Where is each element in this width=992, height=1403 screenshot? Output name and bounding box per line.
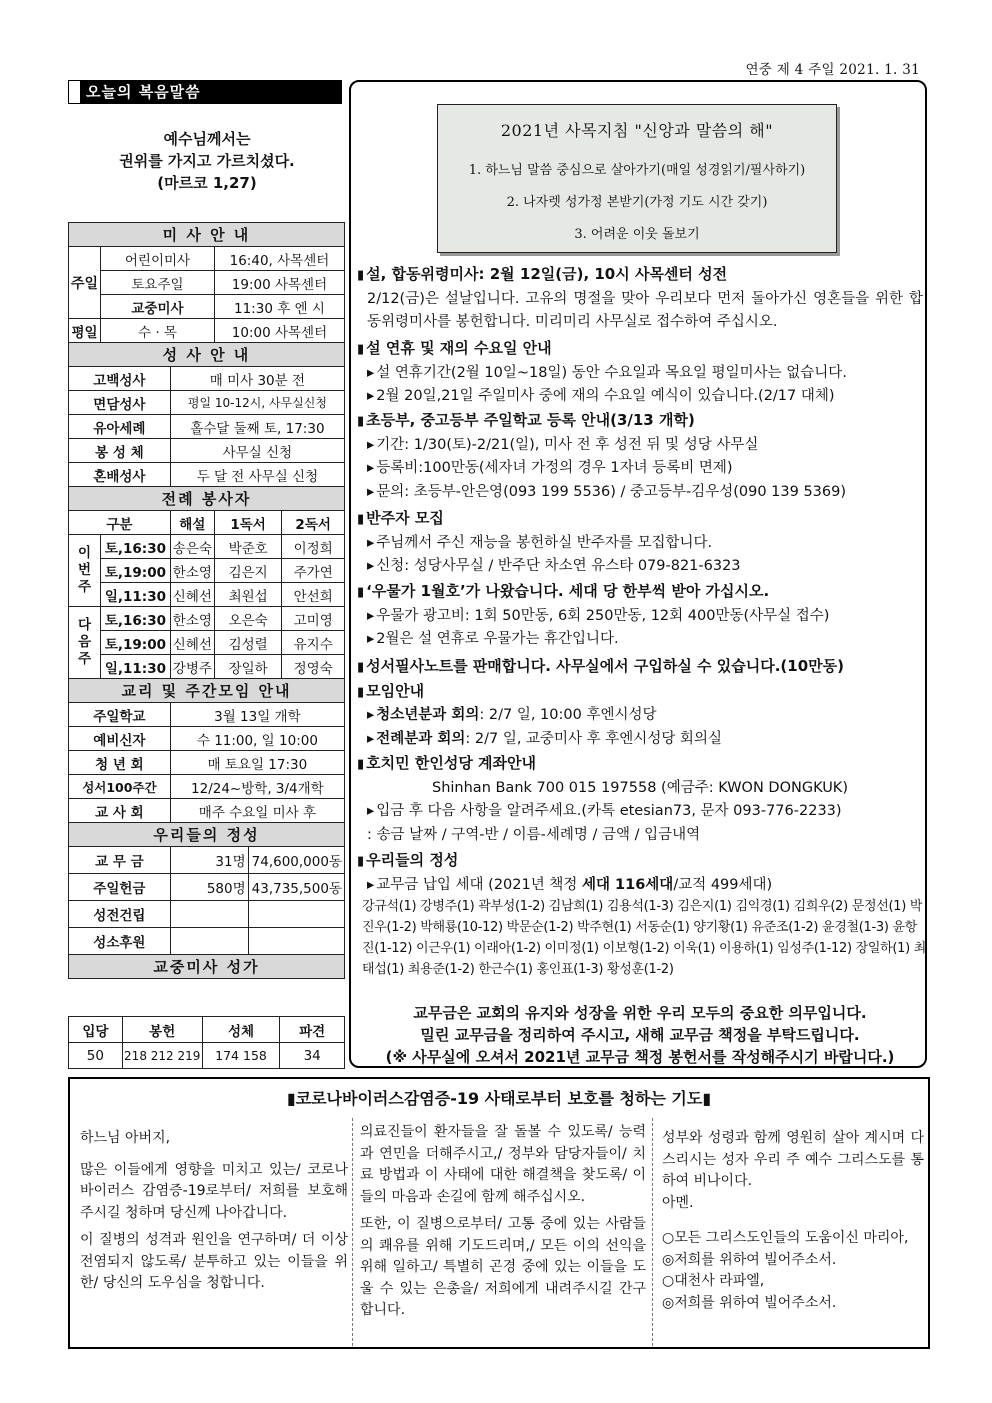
server-time: 토,16:30	[101, 535, 171, 559]
server-name: 신혜선	[170, 631, 214, 655]
notice-heading: ▮ ‘우물가 1월호’가 나왔습니다. 세대 당 한부씩 받아 가십시오.	[357, 580, 923, 605]
notice-bullet	[357, 728, 923, 752]
dues-message-line: 밀린 교무금을 정리하여 주시고, 새해 교무금 책정을 부탁드립니다.	[420, 1026, 860, 1044]
notice-paragraph: : 송금 날짜 / 구역-반 / 이름-세례명 / 금액 / 입금내역	[367, 826, 701, 843]
sacrament-info: 홀수달 둘째 토, 17:30	[170, 415, 344, 439]
offering-name: 주일헌금	[69, 874, 171, 901]
mass-section-title: 미 사 안 내	[69, 223, 345, 247]
sacrament-name: 고백성사	[69, 367, 171, 391]
offering-count: 31명	[170, 847, 248, 874]
server-name: 송은숙	[170, 535, 214, 559]
hymns-section-title: 교중미사 성가	[69, 955, 345, 979]
group-name: 청 년 회	[69, 751, 171, 775]
server-name: 김성렬	[214, 631, 281, 655]
group-name: 교 사 회	[69, 799, 171, 823]
meeting-name: 청소년분과 회의	[376, 707, 480, 723]
sacrament-info: 평일 10-12시, 사무실신청	[170, 391, 344, 415]
group-info: 수 11:00, 일 10:00	[170, 727, 344, 751]
notice-heading: ▮ 초등부, 중고등부 주일학교 등록 안내(3/13 개학)	[357, 409, 923, 434]
hymn-header: 성체	[202, 1017, 280, 1043]
notice-bullet	[357, 874, 923, 898]
sacrament-name: 봉 성 체	[69, 439, 171, 463]
notice-bullet: ▸ 우물가 광고비: 1회 50만동, 6회 250만동, 12회 400만동(사무실 접수)	[357, 605, 923, 629]
notice-bank-account	[357, 752, 923, 847]
notice-accompanist	[357, 507, 923, 579]
server-name: 안선희	[282, 583, 345, 607]
prayer-title: ▮코로나바이러스감염증-19 사태로부터 보호를 청하는 기도▮	[286, 1089, 712, 1108]
notice-bullet: ▸ 신청: 성당사무실 / 반주단 차소연 유스타 079-821-6323	[357, 555, 923, 579]
dues-households: 세대 116세대	[581, 876, 674, 893]
hymns-table	[68, 1016, 345, 1069]
policy-item: 2. 나자렛 성가정 본받기(가정 기도 시간 갖기)	[506, 195, 768, 210]
notice-offerings	[357, 849, 923, 897]
meeting-name: 전례분과 회의	[376, 730, 466, 747]
server-name: 신혜선	[170, 583, 214, 607]
server-time: 일,11:30	[101, 655, 171, 679]
sacrament-info: 두 달 전 사무실 신청	[170, 463, 344, 487]
server-time: 토,16:30	[101, 607, 171, 631]
notice-bullet: ▸ 설 연휴기간(2월 10일~18일) 동안 수요일과 목요일 평일미사는 없습니다.	[357, 362, 923, 386]
offerings-section-title: 우리들의 정성	[69, 823, 345, 847]
notice-holiday	[357, 337, 923, 409]
offering-amount: 74,600,000동	[248, 847, 344, 874]
notice-heading: ▮ 호치민 한인성당 계좌안내	[357, 752, 923, 777]
notice-bullet: ▸ 2월은 설 연휴로 우물가는 휴간입니다.	[357, 628, 923, 652]
hymn-number: 218 212 219	[122, 1043, 202, 1069]
prayer-column-2	[360, 1122, 646, 1328]
group-info: 12/24~방학, 3/4개학	[170, 775, 344, 799]
gospel-header-tab	[68, 80, 80, 104]
notice-newsletter	[357, 580, 923, 652]
prayer-column-3	[662, 1128, 924, 1314]
servers-header: 해설	[170, 511, 214, 535]
mass-time: 16:40, 사목센터	[214, 247, 344, 271]
notice-bullet: ▸ 주님께서 주신 재능을 봉헌하실 반주자를 모집합니다.	[357, 532, 923, 556]
servers-header: 2독서	[282, 511, 345, 535]
sacrament-name: 혼배성사	[69, 463, 171, 487]
sacrament-name: 면담성사	[69, 391, 171, 415]
notice-heading: ▮ 우리들의 정성	[357, 849, 923, 874]
sacrament-info: 매 미사 30분 전	[170, 367, 344, 391]
gospel-verse	[68, 128, 346, 194]
notice-heading: ▮ 반주자 모집	[357, 507, 923, 532]
server-name: 최원섭	[214, 583, 281, 607]
server-name: 한소영	[170, 607, 214, 631]
offering-name: 성소후원	[69, 928, 171, 955]
prayer-paragraph: 의료진들이 환자들을 잘 돌볼 수 있도록/ 능력과 연민을 더해주시고,/ 정부와 담당자들이/ 치료 방법과 이 사태에 대한 해결책을 찾도록/ 이들의 마음과 손길에 함께 해주십시오.	[360, 1124, 646, 1205]
column-divider	[352, 1118, 353, 1346]
sacrament-info: 사무실 신청	[170, 439, 344, 463]
policy-item: 3. 어려운 이웃 돌보기	[574, 227, 700, 242]
group-info: 매 토요일 17:30	[170, 751, 344, 775]
notice-heading: ▮ 모임안내	[357, 680, 923, 705]
pastoral-policy-box	[437, 104, 837, 253]
litany-line: ◎저희를 위하여 빌어주소서.	[662, 1294, 837, 1311]
dues-message	[357, 1002, 923, 1068]
mass-time: 19:00 사목센터	[214, 271, 344, 295]
bank-account-line: Shinhan Bank 700 015 197558 (예금주: KWON DONGKUK)	[432, 779, 848, 796]
group-name: 성서100주간	[69, 775, 171, 799]
hymn-number: 34	[280, 1043, 345, 1069]
dues-message-line: 교무금은 교회의 유지와 성장을 위한 우리 모두의 중요한 의무입니다.	[413, 1004, 867, 1022]
mass-name: 교중미사	[101, 295, 215, 319]
notice-bible-notebook	[357, 655, 923, 751]
prayer-paragraph: 이 질병의 성격과 원인을 연구하며/ 더 이상 전염되지 않도록/ 분투하고 있는 이들을 위한/ 당신의 도우심을 청합니다.	[80, 1232, 348, 1291]
server-name: 주가연	[282, 559, 345, 583]
server-name: 박준호	[214, 535, 281, 559]
notice-bullet: ▸ 문의: 초등부-안은영(093 199 5536) / 중고등부-김우성(090 139 5369)	[357, 481, 923, 505]
next-week-label: 다음주	[69, 607, 101, 679]
gospel-line-1: 예수님께서는	[163, 130, 251, 148]
prayer-paragraph: 많은 이들에게 영향을 미치고 있는/ 코로나 바이러스 감염증-19로부터/ 저희를 보호해주시길 청하며 당신께 나아갑니다.	[80, 1161, 348, 1221]
meeting-info: : 2/7 일, 교중미사 후 후엔시성당 회의실	[465, 730, 722, 747]
notice-bullet	[357, 704, 923, 728]
server-name: 한소영	[170, 559, 214, 583]
offering-name: 성전건립	[69, 901, 171, 928]
bulletin-date: 연중 제 4 주일 2021. 1. 31	[745, 62, 920, 78]
server-name: 이정희	[282, 535, 345, 559]
notice-bullet: ▸ 기간: 1/30(토)-2/21(일), 미사 전 후 성전 뒤 및 성당 사무실	[357, 434, 923, 458]
offering-name: 교 무 금	[69, 847, 171, 874]
groups-section-title: 교리 및 주간모임 안내	[69, 679, 345, 703]
notice-heading: ▮ 설, 합동위령미사: 2월 12일(금), 10시 사목센터 성전	[357, 263, 923, 288]
meeting-info: : 2/7 일, 10:00 후엔시성당	[479, 707, 657, 723]
server-time: 일,11:30	[101, 583, 171, 607]
litany-line: ○모든 그리스도인들의 도움이신 마리아,	[662, 1230, 909, 1246]
offering-count: 580명	[170, 874, 248, 901]
servers-header: 1독서	[214, 511, 281, 535]
dues-text: /교적 499세대)	[673, 876, 773, 893]
offering-amount: 43,735,500동	[248, 874, 344, 901]
sacrament-name: 유아세례	[69, 415, 171, 439]
gospel-header-label: 오늘의 복음말씀	[86, 83, 201, 101]
parish-info-table	[68, 222, 345, 979]
server-name: 김은지	[214, 559, 281, 583]
server-name: 정영숙	[282, 655, 345, 679]
notice-lunar-new-year-mass	[357, 263, 923, 335]
server-time: 토,19:00	[101, 631, 171, 655]
policy-item: 1. 하느님 말씀 중심으로 살아가기(매일 성경읽기/필사하기)	[468, 163, 806, 178]
prayer-amen: 아멘.	[662, 1194, 694, 1211]
donor-list: 강규석(1) 강병주(1) 곽부성(1-2) 김남희(1) 김용석(1-3) 김은지(1) 김익경(1) 김희우(2) 문정선(1) 박진우(1-2) 박해룡(10-12) 박문순(1-2) 박주현(1) 서동순(1) 양기황(1) 유준조(1-2) 윤경철(1-3) 윤항진(1-12) 이근우(1) 이래아(1-2) 이미정(1) 이보형(1-2) 이욱(1) 이용하(1) 임성주(1-12) 장일하(1) 최태섭(1) 최용준(1-2) 한근수(1) 홍인표(1-3) 황성훈(1-2)	[362, 899, 926, 977]
offering-count	[170, 901, 248, 928]
group-name: 예비신자	[69, 727, 171, 751]
sacraments-section-title: 성 사 안 내	[69, 343, 345, 367]
prayer-paragraph: 하느님 아버지,	[80, 1130, 171, 1146]
notice-bullet: ▸ 2월 20일,21일 주일미사 중에 재의 수요일 예식이 있습니다.(2/17 대체)	[357, 385, 923, 409]
server-name: 오은숙	[214, 607, 281, 631]
prayer-paragraph: 또한, 이 질병으로부터/ 고통 중에 있는 사람들의 쾌유를 위해 기도드리며,/ 모든 이의 선익을 위해 일하고/ 특별히 곤경 중에 있는 이들을 도울 수 있는 은총을/ 저희에게 내려주시길 간구합니다.	[360, 1216, 646, 1318]
mass-name: 수 · 목	[101, 319, 215, 343]
prayer-paragraph: 성부와 성령과 함께 영원히 살아 계시며 다스리시는 성자 우리 주 예수 그리스도를 통하여 비나이다.	[662, 1130, 924, 1189]
mass-time: 10:00 사목센터	[214, 319, 344, 343]
group-info: 3월 13일 개학	[170, 703, 344, 727]
offering-count	[170, 928, 248, 955]
mass-time: 11:30 후 엔 시	[214, 295, 344, 319]
group-name: 주일학교	[69, 703, 171, 727]
gospel-line-2: 권위를 가지고 가르치셨다.	[119, 152, 295, 170]
group-info: 매주 수요일 미사 후	[170, 799, 344, 823]
notice-heading: ▮ 성서필사노트를 판매합니다. 사무실에서 구입하실 수 있습니다.(10만동)	[357, 655, 923, 680]
notice-bullet: ▸ 입금 후 다음 사항을 알려주세요.(카톡 etesian73, 문자 093-776-2233)	[357, 800, 923, 824]
notice-sunday-school	[357, 409, 923, 504]
hymn-header: 입당	[69, 1017, 123, 1043]
servers-header: 구분	[69, 511, 171, 535]
server-name: 유지수	[282, 631, 345, 655]
this-week-label: 이번주	[69, 535, 101, 607]
offering-amount	[248, 901, 344, 928]
server-name: 장일하	[214, 655, 281, 679]
litany-line: ◎저희를 위하여 빌어주소서.	[662, 1251, 837, 1268]
hymn-number: 174 158	[202, 1043, 280, 1069]
notice-heading: ▮ 설 연휴 및 재의 수요일 안내	[357, 337, 923, 362]
gospel-header-band	[68, 80, 342, 104]
mass-name: 토요주일	[101, 271, 215, 295]
notice-paragraph: 2/12(금)은 설날입니다. 고유의 명절을 맞아 우리보다 먼저 돌아가신 영혼들을 위한 합동위령미사를 봉헌합니다. 미리미리 사무실로 접수하여 주십시오.	[367, 290, 923, 330]
servers-section-title: 전례 봉사자	[69, 487, 345, 511]
column-divider	[652, 1118, 653, 1346]
server-name: 고미영	[282, 607, 345, 631]
server-name: 강병주	[170, 655, 214, 679]
mass-name: 어린이미사	[101, 247, 215, 271]
dues-message-line: (※ 사무실에 오셔서 2021년 교무금 책정 봉헌서를 작성해주시기 바랍니다.)	[385, 1048, 895, 1066]
notice-bullet: ▸ 등록비:100만동(세자녀 가정의 경우 1자녀 등록비 면제)	[357, 457, 923, 481]
litany-line: ○대천사 라파엘,	[662, 1273, 765, 1289]
hymn-header: 파견	[280, 1017, 345, 1043]
weekday-label: 평일	[69, 319, 101, 343]
sunday-label: 주일	[69, 247, 101, 319]
gospel-line-3: (마르코 1,27)	[157, 174, 257, 192]
dues-text: 교무금 납입 세대 (2021년 책정	[376, 876, 582, 893]
offering-amount	[248, 928, 344, 955]
policy-title: 2021년 사목지침 "신앙과 말씀의 해"	[500, 121, 774, 140]
prayer-column-1	[80, 1128, 348, 1301]
hymn-header: 봉헌	[122, 1017, 202, 1043]
server-time: 토,19:00	[101, 559, 171, 583]
hymn-number: 50	[69, 1043, 123, 1069]
